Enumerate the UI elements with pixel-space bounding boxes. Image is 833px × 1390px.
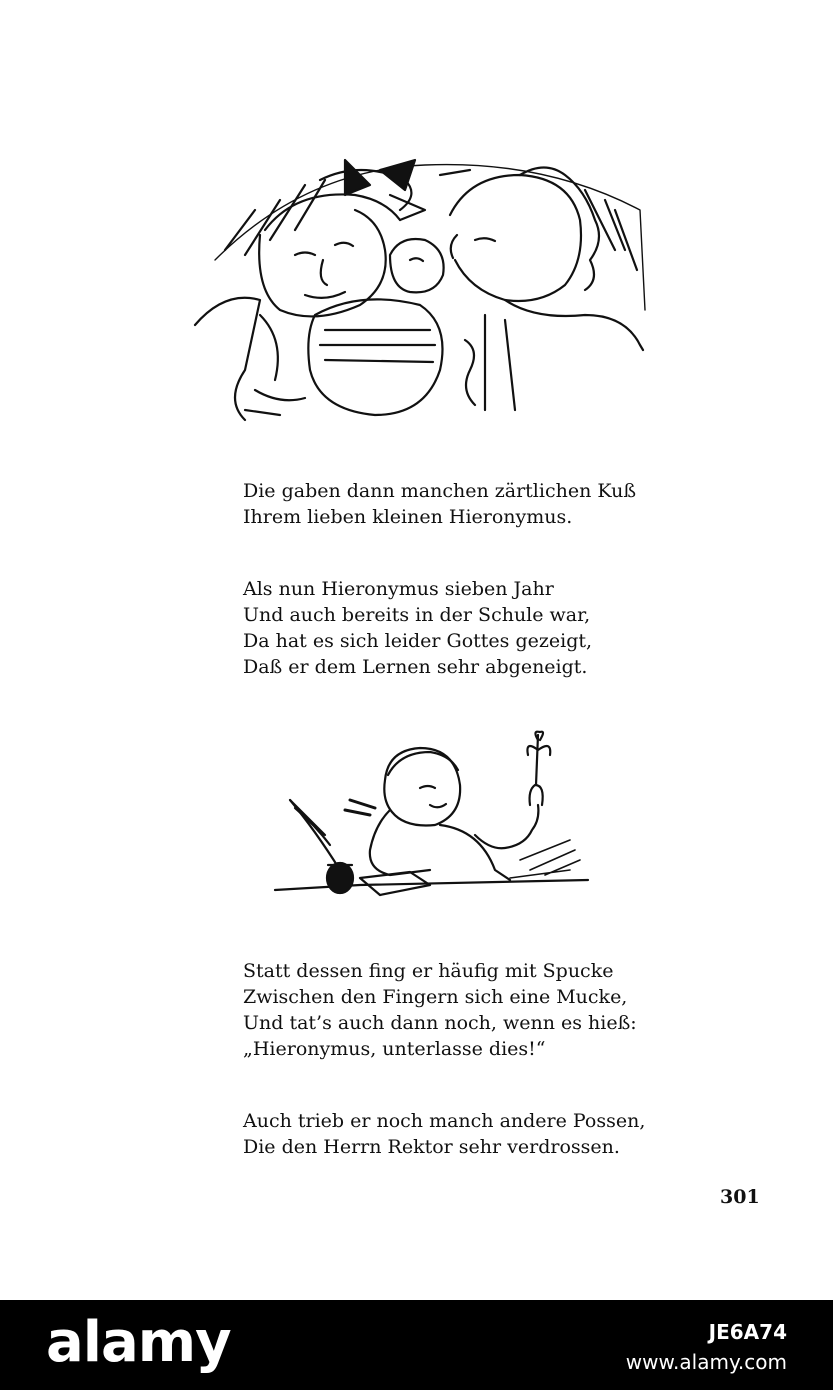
verse-line: Ihrem lieben kleinen Hieronymus. (243, 506, 573, 528)
verse-line: Da hat es sich leider Gottes gezeigt, (243, 630, 593, 652)
image-id: JE6A74 (708, 1320, 787, 1344)
stanza-1 (243, 478, 703, 530)
stanza-3 (243, 958, 703, 1062)
stanza-2 (243, 576, 703, 680)
family-kiss-illustration (185, 140, 650, 425)
verse-line: Zwischen den Fingern sich eine Mucke, (243, 986, 628, 1008)
stanza-4 (243, 1108, 703, 1160)
verse-line: Die den Herrn Rektor sehr verdrossen. (243, 1136, 620, 1158)
site-url: www.alamy.com (625, 1350, 787, 1374)
verse-line: Statt dessen fing er häufig mit Spucke (243, 960, 614, 982)
verse-line: Und auch bereits in der Schule war, (243, 604, 591, 626)
verse-line: Daß er dem Lernen sehr abgeneigt. (243, 656, 588, 678)
watermark-footer (0, 1300, 833, 1390)
page-number: 301 (720, 1186, 760, 1208)
verse-line: „Hieronymus, unterlasse dies!“ (243, 1038, 546, 1060)
verse-line: Als nun Hieronymus sieben Jahr (243, 578, 554, 600)
verse-line: Die gaben dann manchen zärtlichen Kuß (243, 480, 637, 502)
alamy-logo: alamy (46, 1310, 231, 1375)
verse-line: Und tat’s auch dann noch, wenn es hieß: (243, 1012, 637, 1034)
verse-line: Auch trieb er noch manch andere Possen, (243, 1110, 646, 1132)
boy-at-desk-illustration (270, 730, 590, 905)
